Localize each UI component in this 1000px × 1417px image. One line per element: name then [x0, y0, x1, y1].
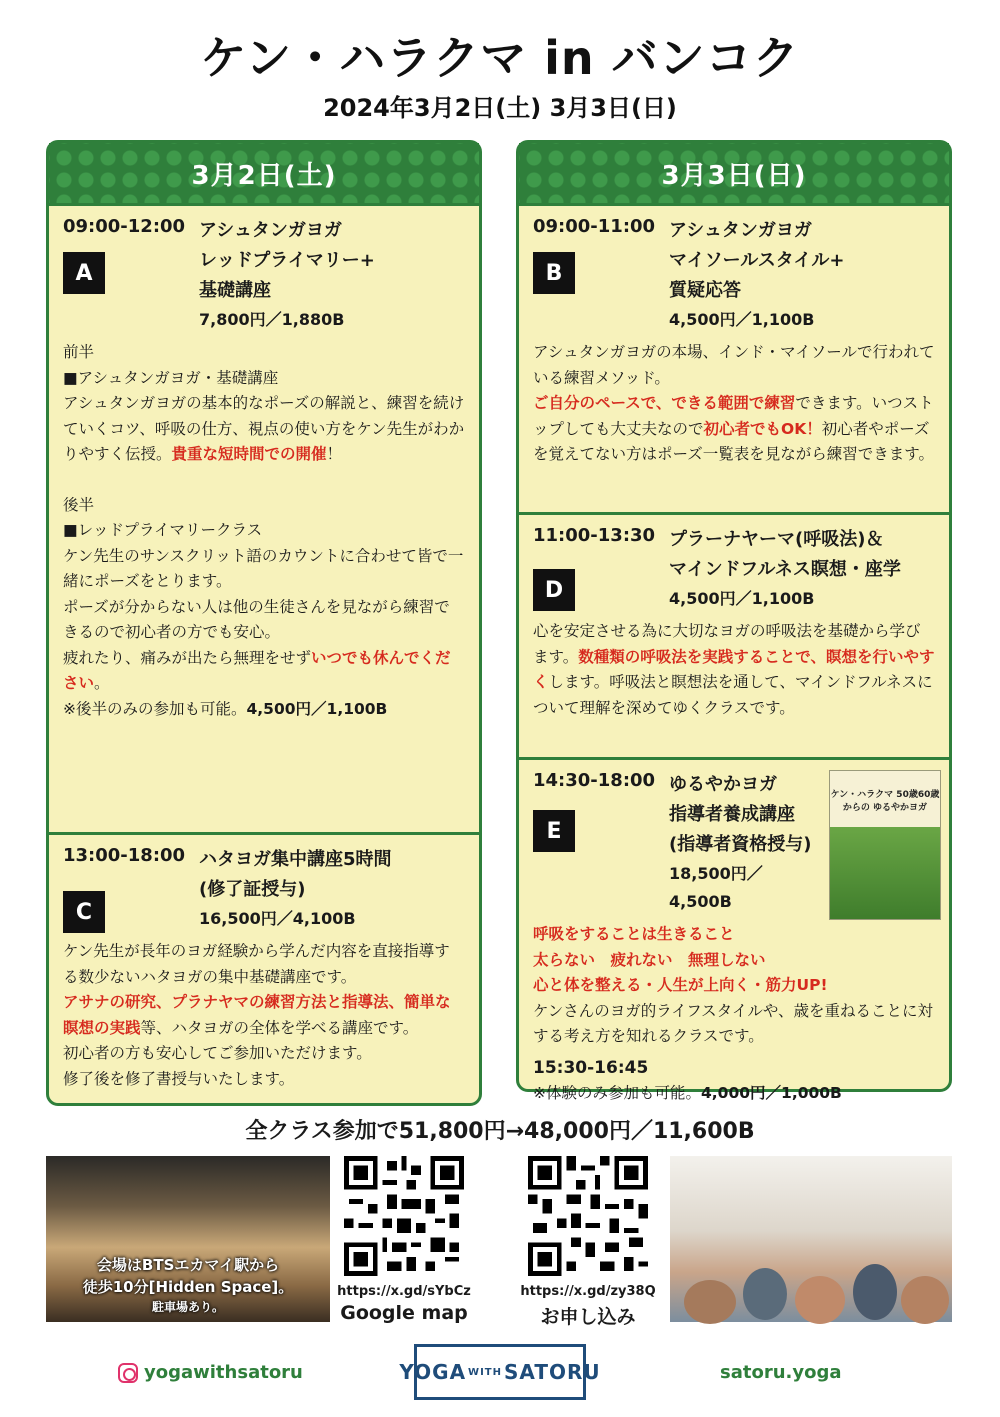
- class-c-title1: ハタヨガ集中講座5時間: [199, 849, 392, 870]
- text-span: 疲れたり、痛みが出たら無理をせず: [63, 648, 312, 667]
- class-c-badge: C: [63, 891, 105, 933]
- highlight-text: 貴重な短時間での開催: [171, 445, 327, 463]
- text-span: ※体験のみ参加も可能。: [533, 1084, 701, 1102]
- class-b-price: 4,500円／1,100B: [669, 310, 815, 329]
- price-text: 4,500円／1,100B: [246, 699, 388, 718]
- day1-header: [49, 143, 479, 203]
- text-line: [63, 697, 465, 723]
- highlight-text: ご自分のペースで、できる範囲で練習: [533, 394, 796, 412]
- instagram-link[interactable]: [118, 1362, 303, 1383]
- apply-qr[interactable]: [528, 1156, 648, 1276]
- day2-header: [519, 143, 949, 203]
- text-line: ケン先生が長年のヨガ経験から学んだ内容を直接指導する数少ないハタヨガの集中基礎講座です。: [63, 942, 450, 986]
- class-e-title2: 指導者養成講座: [669, 804, 795, 825]
- instagram-icon: [118, 1363, 138, 1383]
- class-b-description: [533, 340, 935, 468]
- logo-part: YOGA: [399, 1360, 467, 1384]
- yoga-with-satoru-logo: [399, 1344, 601, 1400]
- highlight-text: 初心者でもOK！: [703, 419, 822, 438]
- class-b-time: 09:00-11:00: [533, 216, 656, 237]
- venue-line: 会場はBTSエカマイ駅から: [96, 1256, 280, 1274]
- day2-column: [516, 140, 952, 1102]
- website-link[interactable]: satoru.yoga: [720, 1362, 842, 1383]
- text-line: 修了後を修了書授与いたします。: [63, 1069, 295, 1088]
- class-e-description: [533, 922, 935, 1107]
- text-line: アシュタンガヨガの本場、インド・マイソールで行われている練習メソッド。: [533, 343, 935, 387]
- class-e-badge: E: [533, 810, 575, 852]
- text-span: 等、ハタヨガの全体を学べる講座です。: [140, 1018, 419, 1037]
- class-a-title2: レッドプライマリー+: [199, 250, 375, 271]
- text-line: 初心者の方も安心してご参加いただけます。: [63, 1044, 372, 1062]
- class-c-price: 16,500円／4,100B: [199, 909, 356, 928]
- page-title: ケン・ハラクマ in バンコク: [200, 31, 800, 85]
- text-line: [533, 391, 935, 468]
- class-c: [49, 832, 479, 1100]
- book-title: ケン・ハラクマ 50歳60歳からの ゆるやかヨガ: [830, 790, 940, 813]
- class-a-badge: A: [63, 252, 105, 294]
- class-e-title1: ゆるやかヨガ: [669, 774, 777, 795]
- apply-label: お申し込み: [540, 1306, 636, 1328]
- logo-part: SATORU: [504, 1360, 601, 1384]
- day1-label: 3月2日(土): [191, 160, 337, 191]
- class-c-time: 13:00-18:00: [63, 845, 186, 866]
- class-d-price: 4,500円／1,100B: [669, 589, 815, 608]
- class-photo: [670, 1156, 952, 1322]
- class-photo-people: [670, 1242, 952, 1322]
- highlight-line: 心と体を整える・人生が上向く・筋力UP!: [533, 976, 828, 994]
- venue-photo: [46, 1156, 330, 1322]
- text-line: ポーズが分からない人は他の生徒さんを見ながら練習できるので初心者の方でも安心。: [63, 597, 450, 641]
- text-span: ！: [326, 445, 343, 463]
- text-line: 後半: [63, 495, 95, 514]
- text-line: ケンさんのヨガ的ライフスタイルや、歳を重ねることに対する考え方を知れるクラスです。: [533, 1001, 934, 1045]
- instagram-handle: yogawithsatoru: [144, 1362, 303, 1383]
- class-e-title3: (指導者資格授与): [669, 834, 812, 855]
- class-e-price: 18,500円／4,500B: [669, 864, 763, 911]
- text-line: [533, 1081, 935, 1107]
- class-d-time: 11:00-13:30: [533, 525, 656, 546]
- text-line: ■アシュタンガヨガ・基礎講座: [63, 368, 279, 387]
- text-span: 初心者やポーズを覚えてない方はポーズ一覧表を見ながら練習できます。: [533, 419, 934, 463]
- class-a-description: [63, 340, 465, 722]
- price-text: 4,000円／1,000B: [701, 1084, 842, 1102]
- text-line: [63, 391, 465, 468]
- text-line: ケン先生のサンスクリット語のカウントに合わせて皆で一緒にポーズをとります。: [63, 546, 464, 590]
- venue-line: 徒歩10分[Hidden Space]。: [82, 1278, 294, 1296]
- class-c-title2: (修了証授与): [199, 879, 306, 900]
- class-b: [519, 203, 949, 512]
- class-e-time2: 15:30-16:45: [533, 1057, 649, 1078]
- logo-part: WITH: [468, 1366, 502, 1378]
- class-e: [519, 757, 949, 1115]
- text-span: ※後半のみの参加も可能。: [63, 699, 247, 718]
- highlight-text: 数種類の呼吸法を実践することで、瞑想を行いやすく: [533, 647, 935, 691]
- text-line: [533, 619, 935, 721]
- class-b-title1: アシュタンガヨガ: [669, 220, 812, 241]
- text-line: [63, 990, 465, 1041]
- day1-column: [46, 140, 482, 1106]
- class-e-time: 14:30-18:00: [533, 770, 656, 791]
- class-a-price: 7,800円／1,880B: [199, 310, 345, 329]
- class-d-description: [533, 619, 935, 721]
- text-span: 心を安定させる為に大切なヨガの呼吸法を基礎から学びます。: [533, 622, 921, 666]
- highlight-line: 呼吸をすることは生きること: [533, 925, 735, 943]
- total-price: 全クラス参加で51,800円→48,000円／11,600B: [245, 1119, 755, 1144]
- text-span: できます。いつストップしても大丈夫なので: [533, 394, 934, 438]
- page-subtitle: 2024年3月2日(土) 3月3日(日): [323, 94, 677, 122]
- class-b-badge: B: [533, 252, 575, 294]
- venue-caption: [46, 1254, 330, 1316]
- class-d-title2: マインドフルネス瞑想・座学: [669, 559, 901, 580]
- text-line: [63, 646, 465, 697]
- class-b-title3: 質疑応答: [669, 280, 741, 301]
- highlight-text: アサナの研究、プラナヤマの練習方法と指導法、簡単な瞑想の実践: [63, 993, 451, 1037]
- class-d: [519, 512, 949, 757]
- class-a-title3: 基礎講座: [199, 280, 271, 301]
- class-a: [49, 203, 479, 832]
- highlight-text: いつでも休んでください: [63, 648, 451, 692]
- google-map-qr[interactable]: [344, 1156, 464, 1276]
- highlight-line: 太らない 疲れない 無理しない: [533, 950, 766, 969]
- text-line: 前半: [63, 343, 95, 361]
- text-span: 。: [94, 674, 110, 692]
- apply-url[interactable]: https://x.gd/zy38Q: [520, 1284, 656, 1299]
- class-b-title2: マイソールスタイル+: [669, 250, 845, 271]
- text-line: ■レッドプライマリークラス: [63, 521, 263, 539]
- map-label: Google map: [340, 1302, 468, 1324]
- class-d-title1: プラーナヤーマ(呼吸法)＆: [669, 529, 884, 550]
- map-url[interactable]: https://x.gd/sYbCz: [337, 1284, 471, 1299]
- text-span: アシュタンガヨガの基本的なポーズの解説と、練習を続けていくコツ、呼吸の仕方、視点の使い方をケン先生がわかりやすく伝授。: [63, 394, 465, 463]
- class-c-description: [63, 939, 465, 1092]
- text-span: します。呼吸法と瞑想法を通して、マインドフルネスについて理解を深めてゆくクラスです。: [533, 673, 933, 717]
- class-d-badge: D: [533, 569, 575, 611]
- venue-line: 駐車場あり。: [151, 1300, 224, 1314]
- class-a-time: 09:00-12:00: [63, 216, 186, 237]
- day2-label: 3月3日(日): [661, 160, 807, 191]
- class-a-title1: アシュタンガヨガ: [199, 220, 342, 241]
